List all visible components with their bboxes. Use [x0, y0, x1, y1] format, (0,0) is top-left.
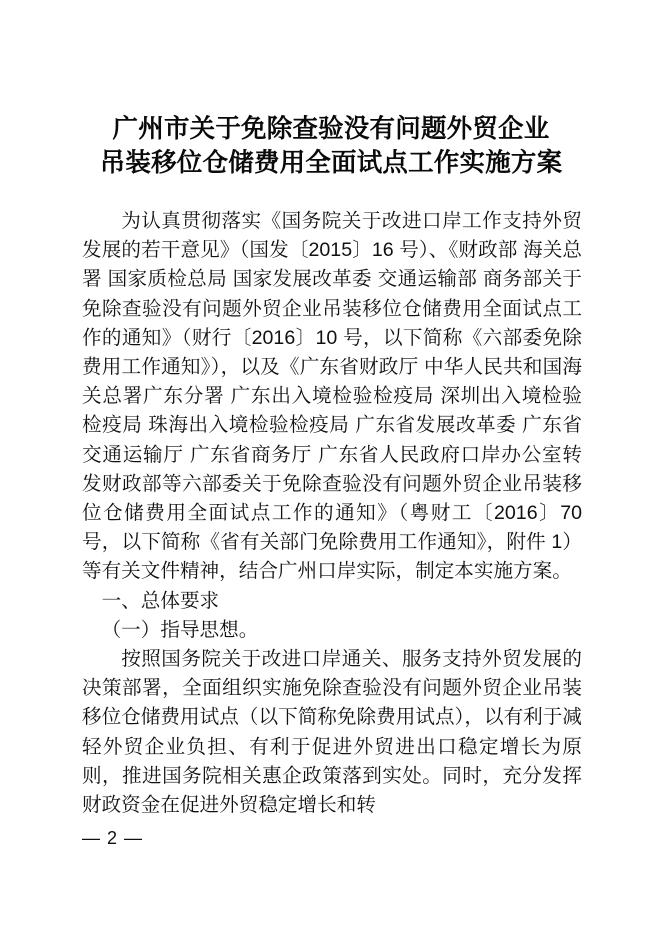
page-footer [82, 826, 582, 850]
paragraph-guiding-thought: 按照国务院关于改进口岸通关、服务支持外贸发展的决策部署，全面组织实施免除查验没有问题外贸企业吊装移位仓储费用试点（以下简称免除费用试点），以有利于减轻外贸企业负担、有利于促进外贸进出口稳定增长为原则，推进国务院相关惠企政策落到实处。同时，充分发挥财政资金在促进外贸稳定增长和转 [82, 648, 582, 817]
paragraph-preamble: 为认真贯彻落实《国务院关于改进口岸工作支持外贸发展的若干意见》（国发〔2015〕16 号）、《财政部 海关总署 国家质检总局 国家发展改革委 交通运输部 商务部关于免除查验没有问题外贸企业吊装移位仓储费用全面试点工作的通知》（财行〔2016〕10 号，以下简称《六部委免除费用工作通知》），以及《广东省财政厅 中华人民共和国海关总署广东分署 广东出入境检验检疫局 深圳出入境检验检疫局 珠海出入境检验检疫局 广东省发展改革委 广东省交通运输厅 广东省商务厅 广东省人民政府口岸办公室转发财政部等六部委关于免除查验没有问题外贸企业吊装移位仓储费用全面试点工作的通知》（粤财工〔2016〕70 号，以下简称《省有关部门免除费用工作通知》，附件 1）等有关文件精神，结合广州口岸实际，制定本实施方案。 [82, 210, 582, 583]
page-number: — 2 — [82, 828, 144, 848]
document-body [82, 207, 582, 820]
page-title-line-1: 广州市关于免除查验没有问题外贸企业 [112, 115, 550, 143]
section-heading-1-1: （一）指导思想。 [101, 618, 259, 641]
page-title-line-2: 吊装移位仓储费用全面试点工作实施方案 [99, 149, 563, 177]
section-heading-1: 一、总体要求 [101, 589, 220, 612]
page-title [0, 112, 662, 180]
